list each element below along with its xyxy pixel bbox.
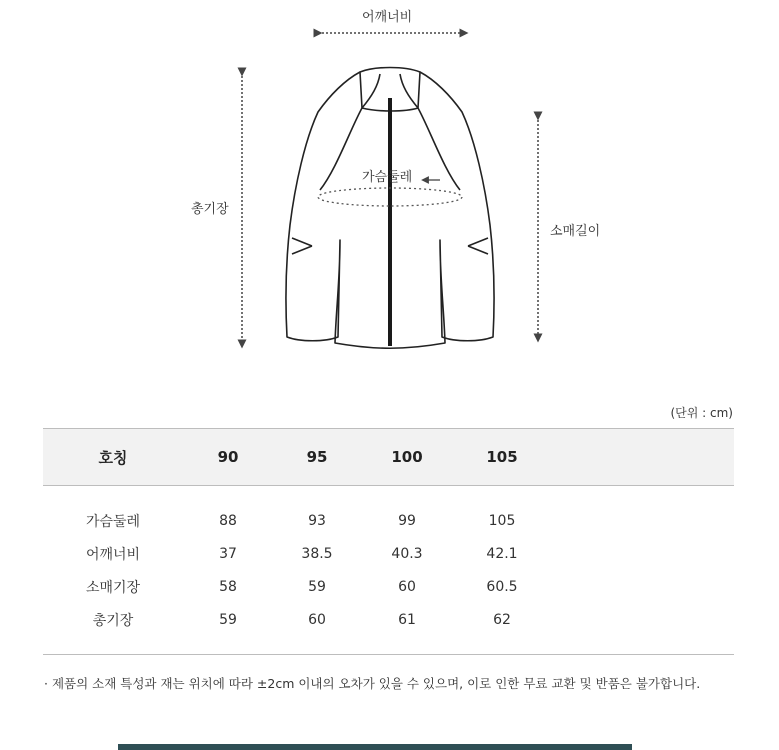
header-cell: 100 bbox=[361, 429, 453, 486]
header-cell-empty bbox=[551, 429, 734, 486]
header-cell: 95 bbox=[273, 429, 361, 486]
footnote: · 제품의 소재 특성과 재는 위치에 따라 ±2cm 이내의 오차가 있을 수 있으며, 이로 인한 무료 교환 및 반품은 불가합니다. bbox=[44, 676, 701, 691]
cell: 62 bbox=[453, 603, 551, 655]
header-cell: 90 bbox=[183, 429, 273, 486]
shoulder-label: 어깨너비 bbox=[362, 10, 413, 25]
cell-empty bbox=[551, 486, 734, 538]
table-row bbox=[43, 570, 734, 603]
cell-empty bbox=[551, 603, 734, 655]
row-label: 어깨너비 bbox=[85, 546, 141, 563]
table-row bbox=[43, 537, 734, 570]
sleeve-label: 소매길이 bbox=[550, 224, 601, 239]
cell: 105 bbox=[488, 512, 516, 529]
bottom-image-edge bbox=[118, 744, 632, 750]
cell: 60 bbox=[273, 603, 361, 655]
header-cell: 105 bbox=[453, 429, 551, 486]
cell: 58 bbox=[219, 578, 237, 595]
total-length-label: 총기장 bbox=[191, 202, 229, 217]
jacket-illustration bbox=[0, 0, 779, 370]
cell: 40.3 bbox=[391, 545, 423, 562]
cell: 61 bbox=[361, 603, 453, 655]
row-label: 소매기장 bbox=[85, 579, 141, 596]
size-table bbox=[43, 428, 734, 655]
cell-empty bbox=[551, 570, 734, 603]
cell: 88 bbox=[219, 512, 237, 529]
cell: 60.5 bbox=[486, 578, 518, 595]
row-label: 가슴둘레 bbox=[85, 513, 141, 530]
cell: 59 bbox=[308, 578, 326, 595]
row-label: 총기장 bbox=[43, 603, 183, 655]
cell: 93 bbox=[308, 512, 326, 529]
chest-label: 가슴둘레 bbox=[362, 170, 413, 185]
cell: 99 bbox=[398, 512, 416, 529]
header-cell: 호칭 bbox=[43, 429, 183, 486]
cell: 38.5 bbox=[301, 545, 333, 562]
cell: 60 bbox=[398, 578, 416, 595]
table-row bbox=[43, 603, 734, 655]
cell: 42.1 bbox=[486, 545, 518, 562]
unit-note: (단위 : cm) bbox=[670, 406, 733, 420]
cell-empty bbox=[551, 537, 734, 570]
cell: 59 bbox=[183, 603, 273, 655]
cell: 37 bbox=[219, 545, 237, 562]
table-header-row bbox=[43, 429, 734, 486]
jacket-size-diagram bbox=[0, 0, 779, 370]
table-row bbox=[43, 486, 734, 538]
